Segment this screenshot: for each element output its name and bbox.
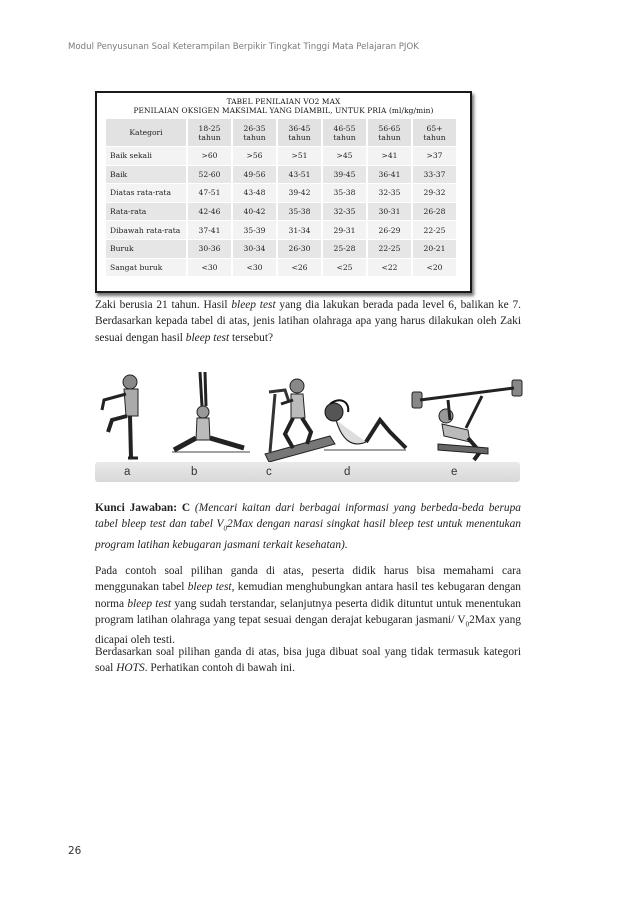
- value-cell: 32-35: [323, 202, 368, 221]
- closing-paragraph: Berdasarkan soal pilihan ganda di atas, bisa juga dibuat soal yang tidak termasuk kategori soal HOTS. Perhatikan contoh di bawah ini.: [95, 646, 521, 675]
- value-cell: 29-32: [413, 183, 458, 202]
- table-row: [106, 183, 458, 202]
- value-cell: 35-38: [278, 202, 323, 221]
- table-row: [106, 220, 458, 239]
- value-cell: >56: [233, 146, 278, 165]
- value-cell: 26-29: [368, 220, 413, 239]
- column-header: 65+ tahun: [413, 119, 458, 146]
- value-cell: 25-28: [323, 239, 368, 258]
- option-b-label: b: [191, 466, 198, 478]
- value-cell: 42-46: [188, 202, 233, 221]
- value-cell: 39-45: [323, 165, 368, 184]
- value-cell: <20: [413, 258, 458, 277]
- figure-d-sit-up: [318, 390, 410, 460]
- category-cell: Diatas rata-rata: [106, 183, 188, 202]
- column-header: 46-55 tahun: [323, 119, 368, 146]
- value-cell: 39-42: [278, 183, 323, 202]
- value-cell: >60: [188, 146, 233, 165]
- value-cell: >41: [368, 146, 413, 165]
- value-cell: <30: [188, 258, 233, 277]
- column-header: 26-35 tahun: [233, 119, 278, 146]
- column-header: 18-25 tahun: [188, 119, 233, 146]
- value-cell: 33-37: [413, 165, 458, 184]
- value-cell: 52-60: [188, 165, 233, 184]
- value-cell: 40-42: [233, 202, 278, 221]
- table-header-row: [106, 119, 458, 146]
- category-cell: Dibawah rata-rata: [106, 220, 188, 239]
- value-cell: 36-41: [368, 165, 413, 184]
- value-cell: 35-39: [233, 220, 278, 239]
- value-cell: 43-48: [233, 183, 278, 202]
- option-c-label: c: [266, 466, 272, 478]
- table-row: [106, 165, 458, 184]
- value-cell: 30-36: [188, 239, 233, 258]
- answer-key-label: Kunci Jawaban: C: [95, 502, 191, 514]
- options-label-bar: [95, 462, 520, 482]
- table-row: [106, 202, 458, 221]
- value-cell: 37-41: [188, 220, 233, 239]
- table-row: [106, 146, 458, 165]
- category-cell: Rata-rata: [106, 202, 188, 221]
- explanation-paragraph: Pada contoh soal pilihan ganda di atas, peserta didik harus bisa memahami cara menggunakan tabel bleep test, kemudian menghubungkan antara hasil tes kebugaran dengan norma bleep test yang sudah terstandar, selanjutnya peserta didik dituntut untuk menentukan program latihan olahraga yang tepat sesuai dengan derajat kebugaran jasmani/ $V_02Max$ yang dicapai oleh testi.: [95, 565, 521, 647]
- category-cell: Baik: [106, 165, 188, 184]
- category-cell: Baik sekali: [106, 146, 188, 165]
- vo2max-table-figure: [95, 91, 472, 293]
- value-cell: <25: [323, 258, 368, 277]
- value-cell: >37: [413, 146, 458, 165]
- value-cell: 49-56: [233, 165, 278, 184]
- value-cell: 47-51: [188, 183, 233, 202]
- value-cell: 26-30: [278, 239, 323, 258]
- value-cell: 29-31: [323, 220, 368, 239]
- value-cell: 43-51: [278, 165, 323, 184]
- value-cell: 22-25: [413, 220, 458, 239]
- value-cell: 20-21: [413, 239, 458, 258]
- category-cell: Buruk: [106, 239, 188, 258]
- column-header: 56-65 tahun: [368, 119, 413, 146]
- value-cell: >45: [323, 146, 368, 165]
- table-row: [106, 239, 458, 258]
- table-row: [106, 258, 458, 277]
- table-title: TABEL PENILAIAN VO2 MAX: [226, 97, 341, 106]
- column-header: 36-45 tahun: [278, 119, 323, 146]
- answer-key: Kunci Jawaban: C (Mencari kaitan dari berbagai informasi yang berbeda-beda berupa tabel bleep test dan tabel $V_02Max$ dengan narasi singkat hasil bleep test untuk menentukan program latihan kebugaran jasmani terkait kesehatan).: [95, 502, 521, 551]
- page-number: 26: [68, 845, 82, 857]
- value-cell: 22-25: [368, 239, 413, 258]
- figure-e-bench-press: [408, 374, 526, 462]
- value-cell: 31-34: [278, 220, 323, 239]
- table-subtitle: PENILAIAN OKSIGEN MAKSIMAL YANG DIAMBIL, UNTUK PRIA (ml/kg/min): [133, 106, 434, 115]
- option-a-label: a: [124, 466, 131, 478]
- value-cell: <30: [233, 258, 278, 277]
- value-cell: >51: [278, 146, 323, 165]
- question-text: Zaki berusia 21 tahun. Hasil bleep test yang dia lakukan berada pada level 6, balikan ke 7. Berdasarkan kepada tabel di atas, jenis latihan olahraga apa yang harus dilakukan oleh Zaki sesuai dengan hasil bleep test tersebut?: [95, 299, 521, 344]
- column-header: Kategori: [106, 119, 188, 146]
- running-header: Modul Penyusunan Soal Keterampilan Berpikir Tingkat Tinggi Mata Pelajaran PJOK: [68, 42, 419, 52]
- value-cell: 30-31: [368, 202, 413, 221]
- figure-b-straddle-stretch: [172, 368, 252, 456]
- value-cell: 35-38: [323, 183, 368, 202]
- value-cell: 26-28: [413, 202, 458, 221]
- value-cell: 30-34: [233, 239, 278, 258]
- vo2max-table: [106, 119, 458, 276]
- option-d-label: d: [344, 466, 351, 478]
- option-e-label: e: [451, 466, 458, 478]
- figure-a-leg-raise: [98, 370, 150, 462]
- category-cell: Sangat buruk: [106, 258, 188, 277]
- value-cell: 32-35: [368, 183, 413, 202]
- value-cell: <26: [278, 258, 323, 277]
- value-cell: <22: [368, 258, 413, 277]
